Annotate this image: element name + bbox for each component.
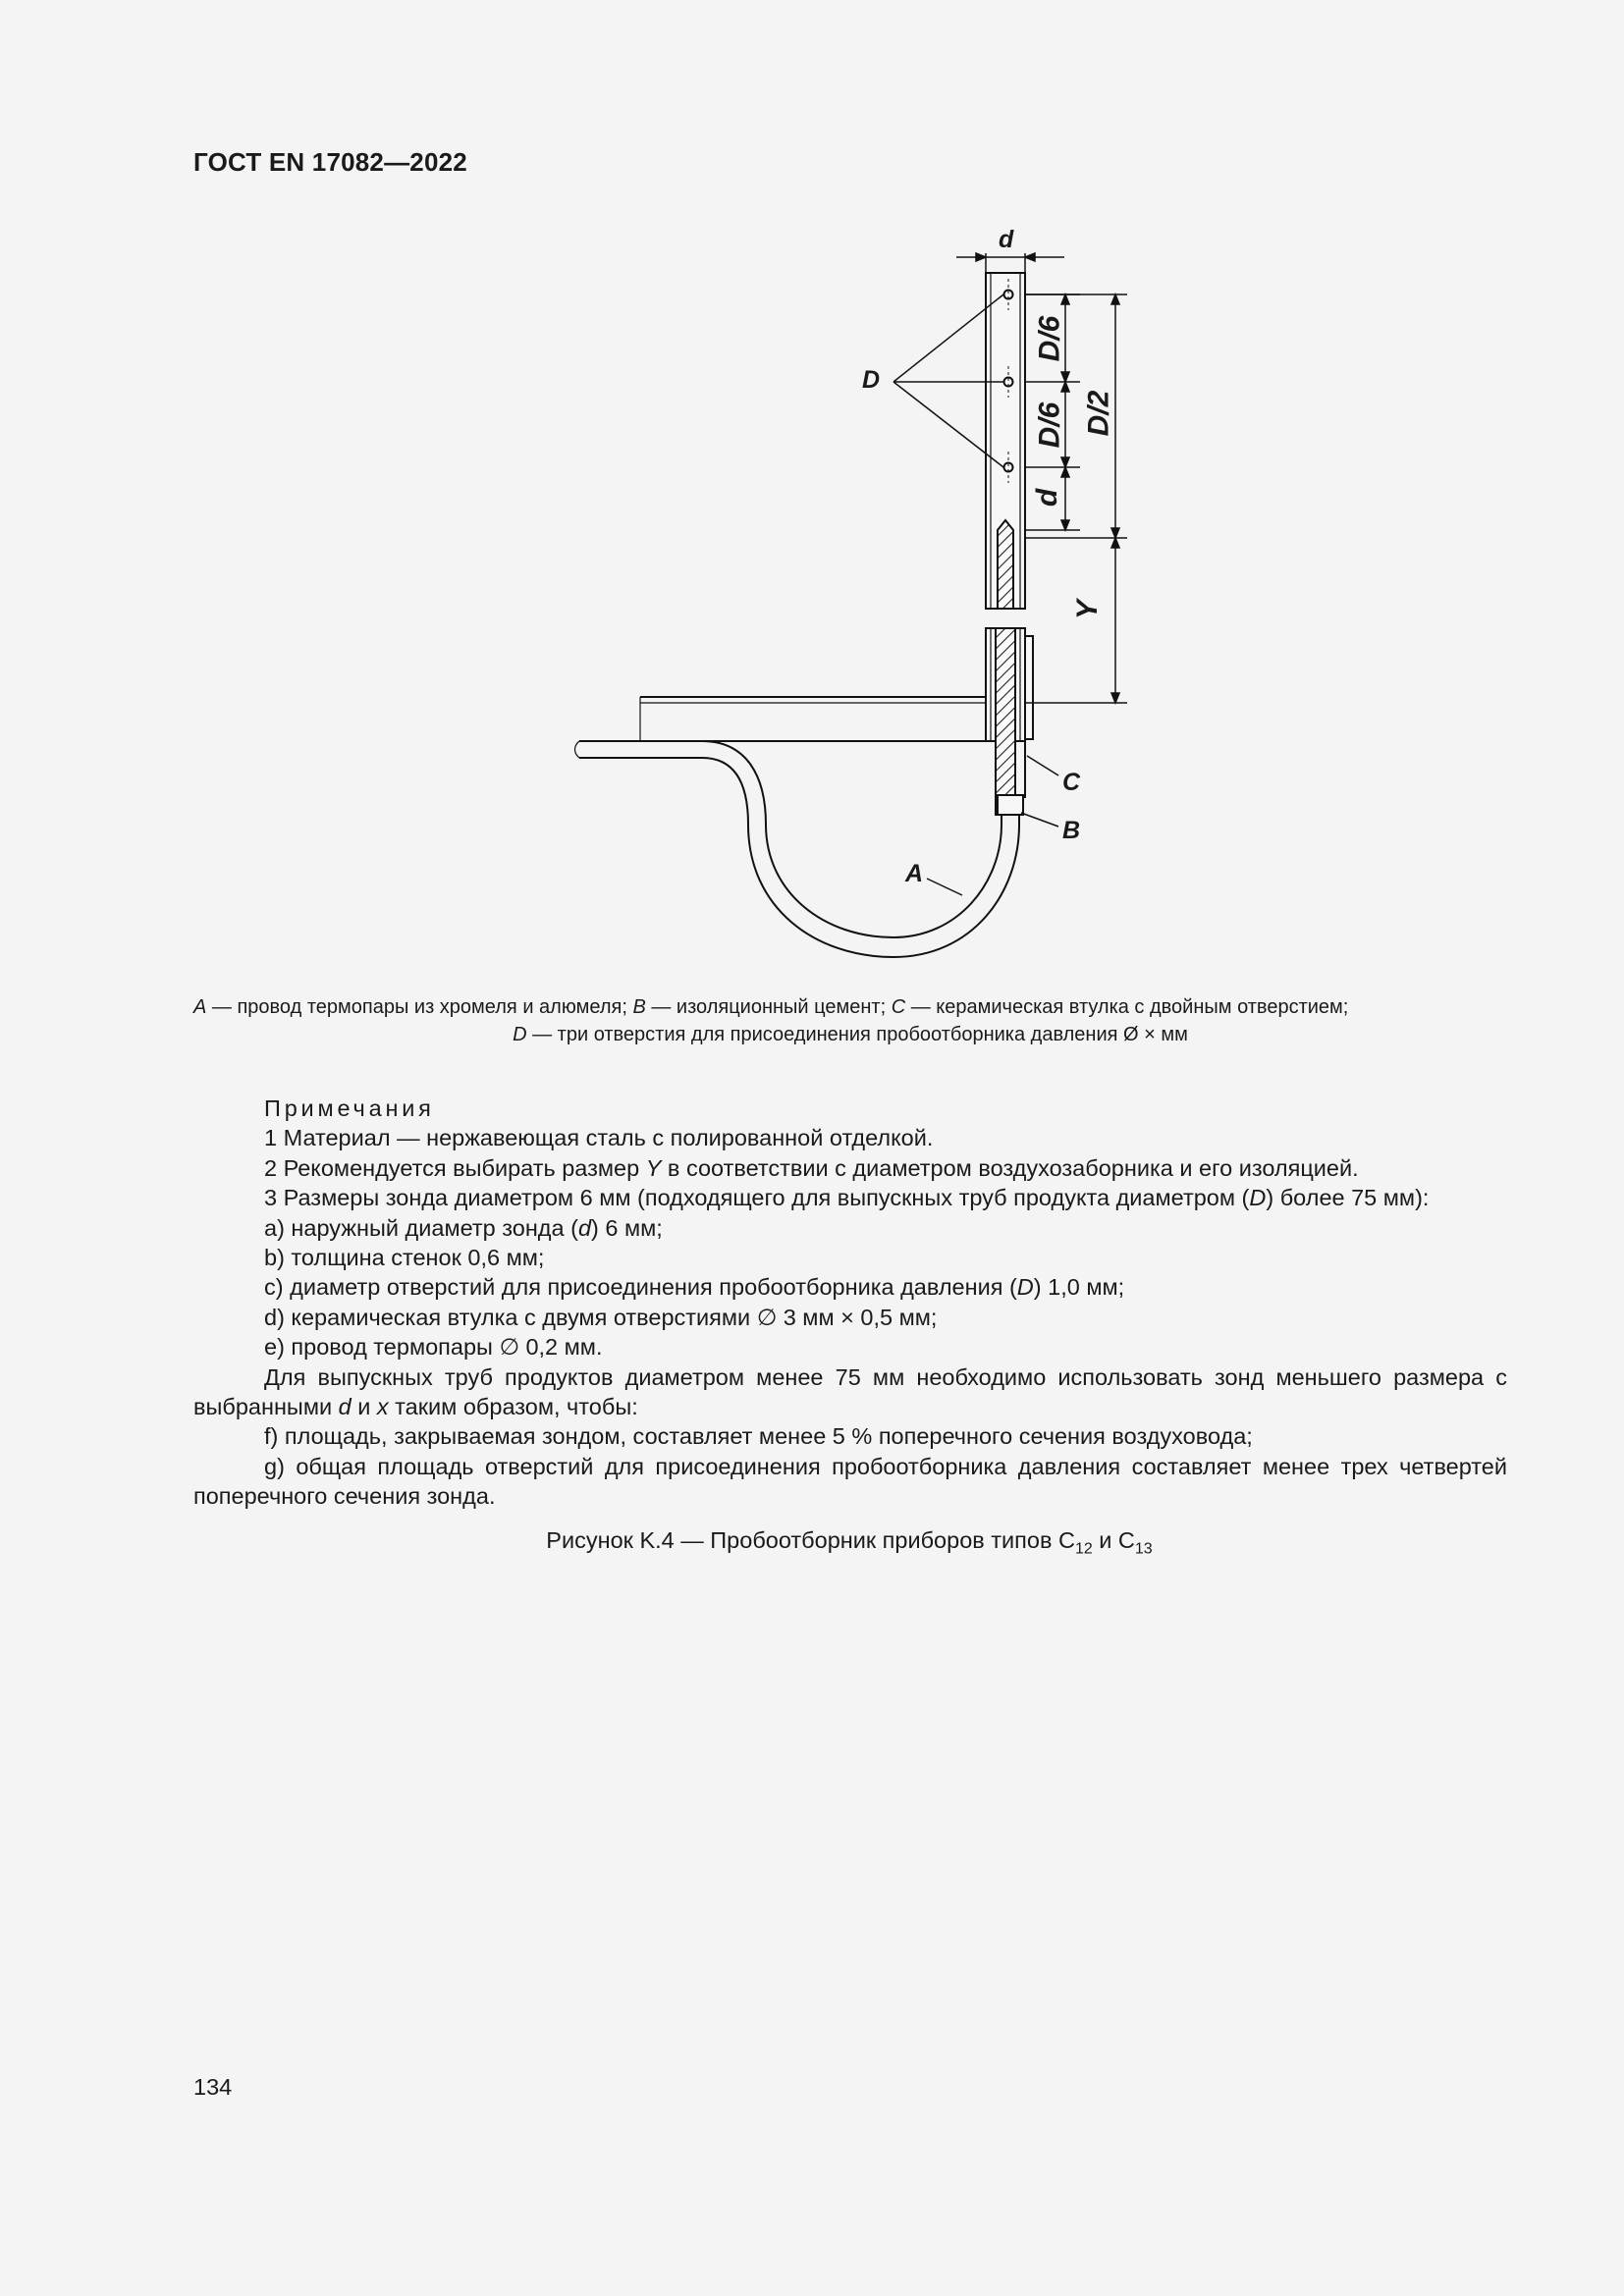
legend-key-A: A [193, 996, 207, 1018]
legend-key-C: C [891, 996, 906, 1018]
note-f: f) площадь, закрываемая зондом, составляет менее 5 % поперечного сечения воздуховода; [264, 1423, 1253, 1450]
document-header: ГОСТ EN 17082—2022 [193, 147, 467, 177]
label-D: D [862, 366, 881, 394]
note-1: 1 Материал — нержавеющая сталь с полированной отделкой. [264, 1125, 934, 1151]
dim-label-Y: Y [1071, 599, 1105, 620]
legend-text-C: — керамическая втулка с двойным отверстием; [905, 996, 1349, 1018]
note-g: g) общая площадь отверстий для присоединения пробоотборника давления составляет менее трех четвертей поперечного сечения зонда. [193, 1453, 1507, 1510]
legend-key-B: B [632, 996, 646, 1018]
label-B: B [1062, 817, 1081, 844]
page-number: 134 [193, 2074, 233, 2100]
note-3: 3 Размеры зонда диаметром 6 мм (подходящего для выпускных труб продукта диаметром (D) более 75 мм): [264, 1185, 1430, 1211]
note-2: 2 Рекомендуется выбирать размер Y в соответствии с диаметром воздухозаборника и его изоляцией. [264, 1154, 1359, 1181]
legend-text-A: — провод термопары из хромеля и алюмеля; [206, 996, 633, 1018]
legend-text-B: — изоляционный цемент; [645, 996, 892, 1018]
legend-text-D: — три отверстия для присоединения пробоотборника давления Ø × мм [526, 1024, 1188, 1045]
probe-drawing [0, 0, 1624, 1001]
note-3c: c) диаметр отверстий для присоединения пробоотборника давления (D) 1,0 мм; [264, 1274, 1125, 1301]
figure-legend [193, 993, 1507, 1048]
dim-label-d6-upper: D/6 [1033, 315, 1066, 362]
notes-title: Примечания [264, 1095, 435, 1121]
probe-figure [0, 0, 1624, 1001]
note-3a: а) наружный диаметр зонда (d) 6 мм; [264, 1214, 663, 1241]
note-small-pipes: Для выпускных труб продуктов диаметром менее 75 мм необходимо использовать зонд меньшего размера с выбранными d и x таким образом, чтобы: [193, 1363, 1507, 1420]
dim-label-d-top: d [999, 226, 1014, 253]
legend-key-D: D [513, 1024, 527, 1045]
label-A: A [905, 860, 924, 887]
note-3d: d) керамическая втулка с двумя отверстиями ∅ 3 мм × 0,5 мм; [264, 1304, 938, 1330]
dim-label-d6-lower: D/6 [1033, 401, 1066, 449]
dim-label-d2: D/2 [1082, 390, 1115, 437]
notes-section [193, 1094, 1507, 1512]
label-C: C [1062, 769, 1081, 796]
note-3e: e) провод термопары ∅ 0,2 мм. [264, 1334, 603, 1361]
note-3b: b) толщина стенок 0,6 мм; [264, 1245, 545, 1271]
figure-title: Рисунок K.4 — Пробоотборник приборов типов $С_{12}$ и $С_{13}$ [546, 1527, 1153, 1558]
dim-label-d-small: d [1031, 488, 1064, 507]
